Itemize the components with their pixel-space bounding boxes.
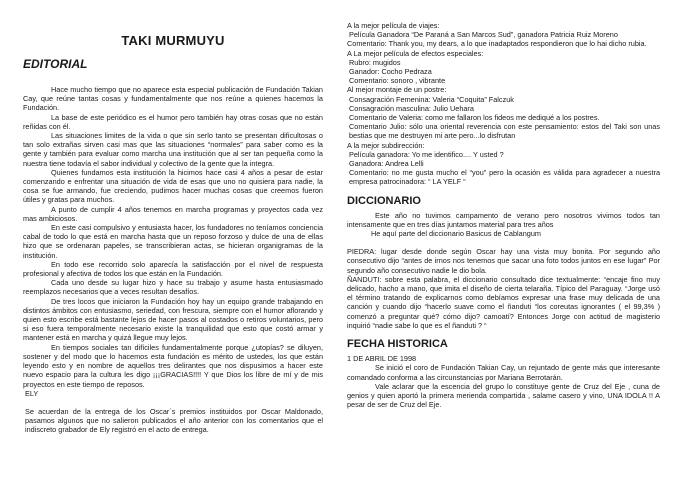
editorial-body [23, 85, 323, 435]
editorial-paragraph: Cada uno desde su lugar hizo y hace su trabajo y asume hasta entusiasmado reemplazos necesarios que a veces resultan desafíos. [23, 278, 323, 297]
award-line: Ganadora: Andrea Lelli [349, 159, 424, 169]
dictionary-entry: ÑANDUTI: sobre esta palabra, el diccionario consultado dice textualmente: “encaje fino muy delicado, hacho a mano, que imita el diseño de cierta telaraña. Típico del Paraguay. “Jorge usó el término tratando de explicarnos como debíamos expresar una frase muy delicada de una canción y cuando dijo “hacerlo suave como el ñanduti “los coreutas ignorantes ( el 99,3% ) comenzó a preguntar qué? cómo dijo? camoatí? Entonces Jorge con actitud de magisterio inquirió “nadie sabe lo que es el ñanduti ? “ [347, 274, 660, 330]
award-line: A La mejor película de efectos especiales: [347, 48, 484, 58]
award-line: A la mejor película de viajes: [347, 21, 440, 30]
diccionario-intro-2: He aquí parte del diccionario Basicus de Cablangum [371, 229, 541, 239]
award-line: Ganador: Cocho Pedraza [349, 67, 432, 77]
award-line: Consagración masculina: Julio Uehara [349, 103, 474, 113]
editorial-paragraph: A punto de cumplir 4 años tenemos en marcha programas y proyectos cada vez mas ambiciosos. [23, 204, 323, 223]
newsletter-title: TAKI MURMUYU [121, 33, 225, 48]
award-line: Consagración Femenina: Valeria “Coquita” Falczuk [349, 94, 514, 104]
editorial-heading: EDITORIAL [23, 57, 88, 71]
right-column [347, 21, 660, 409]
editorial-paragraph: La base de este periódico es el humor pero también hay otras cosas que no están reñidas con él. [23, 112, 323, 131]
diccionario-heading: DICCIONARIO [347, 194, 421, 207]
award-line: Comentario: Thank you, my dears, a lo que inadaptados respondieron que lo hai dicho rubia. [347, 39, 647, 49]
diccionario-intro: Este año no tuvimos campamento de verano pero nosotros vivimos todos tan intensamente que en tres días juntamos material para tres años [347, 210, 660, 229]
spacer [347, 238, 660, 247]
oscar-intro: Se acuerdan de la entrega de los Oscar´s premios instituidos por Oscar Maldonado, pasamos algunos que no salieron publicados el año anterior con los comentarios que el indiscreto grabador de Ely registró en el acto de entrega. [25, 406, 323, 435]
award-line: Película ganadora: Yo me identifico.... Y usted ? [349, 149, 504, 159]
editorial-paragraph: Quienes fundamos esta institución la hicimos hace casi 4 años a pesar de estar comenzando e enfrentar una situación de vida de esas que uno no quisiera para nadie, la cosa se fue armando, fue creciendo, pudimos hacer muchas cosas que creemos fueron útiles y gratas para muchos. [23, 167, 323, 205]
fecha-heading: FECHA HISTORICA [347, 338, 448, 351]
award-line: Comentario de Valeria: como me fallaron los fideos me dediqué a los postres. [349, 113, 600, 123]
spacer [23, 398, 323, 407]
editorial-paragraph: De tres locos que iniciaron la Fundación hoy hay un equipo grande trabajando en distintos ámbitos con entusiasmo, seriedad, con frescura, siempre con el humor aflorando y quien esto escribe está bastante lejos de hacer pasos al costados o retiros voluntarios, pero si eso fuera temporalmente necesario existe la tranquilidad que esto que costó armar y mantener está en marcha y quizá llegue muy lejos. [23, 296, 323, 343]
award-line: Rubro: mugidos [349, 57, 401, 67]
fecha-paragraph: Se inició el coro de Fundación Takian Cay, un rejuntado de gente más que interesante comandado conforma a las circunstancias por Mariana Berrotarán. [347, 363, 660, 382]
fecha-date: 1 DE ABRIL DE 1998 [347, 354, 417, 364]
editorial-paragraph: En este casi compulsivo y entusiasta hacer, los fundadores no teníamos conciencia cabal de todo lo que está en marcha hasta que un reposo forzoso y dulce de una de ellas hizo que se ordenaran papeles, se transcribieran actas, se hicieran organigramas de la institución. [23, 223, 323, 260]
award-line: Al mejor montaje de un postre: [347, 85, 447, 95]
editorial-paragraph: Hace mucho tiempo que no aparece esta especial publicación de Fundación Takian Cay, que reúne tantas cosas y fundamentalmente que nos reúne a quienes hacemos la Fundación. [23, 85, 323, 113]
award-line: Comentario Julio: sólo una oriental reverencia con este pensamiento: estos del Taki son unas bestias que me destruyen mi arte pero...lo disfrutan [349, 122, 660, 141]
fecha-paragraph: Vale aclarar que la escencia del grupo lo constituye gente de Cruz del Eje , cuna de genios y quien aportó la primera merienda compartida , salame casero y vino, UNA IDOLA !! A pesar de ser de Cruz del Eje. [347, 381, 660, 410]
dictionary-entry: PIEDRA: lugar desde donde según Oscar hay una vista muy bonita. Por segundo año consecutivo dijo “antes de irnos nos tenemos que sacar una foto todos juntos en ese lugar” Por segundo año consecutivo nadie le dio bola. [347, 247, 660, 275]
award-line: A la mejor subdirección: [347, 140, 425, 150]
editorial-signature: ELY [25, 388, 39, 398]
editorial-paragraph: En todo ese recorrido solo aparecía la satisfacción por el nivel de respuesta profesional y afectiva de todos los que están en la Fundación. [23, 259, 323, 279]
awards-list [347, 21, 660, 187]
editorial-paragraph: Las situaciones limites de la vida o que sin serlo tanto se presentan dificultosas o tan solo extrañas sirven casi mas que las situaciones “normales” para saber como es la gente y también para evaluar como marcha una institución que al ser tan pequeña como la nuestra tiene todavía el sabor individual y colectivo de la gente que la integra. [23, 131, 323, 168]
award-line: Comentario: sonoro , vibrante [349, 76, 446, 86]
award-line: Película Ganadora “De Paraná a San Marcos Sud”, ganadora Patricia Ruiz Moreno [349, 30, 618, 40]
editorial-paragraph: En tiempos sociales tan difíciles fundamentalmente porque ¿utopías? se diluyen, sostener y del modo que lo hacemos esta fundación es mérito de ustedes, los que están leyendo esto y en nombre de aquellos tres delirantes que nos dispusimos a hacer este nuevo espacio para la cultura les digo ¡¡¡GRACIAS!!!! Y que Dios los libre de mí y de mis proyectos en este tiempo de reposos. [23, 342, 323, 389]
award-line: Comentario: no me gusta mucho el “you” pero la ocasión es válida para agradecer a nuestra empresa patrocinadora: “ LA YELF “ [349, 168, 660, 187]
